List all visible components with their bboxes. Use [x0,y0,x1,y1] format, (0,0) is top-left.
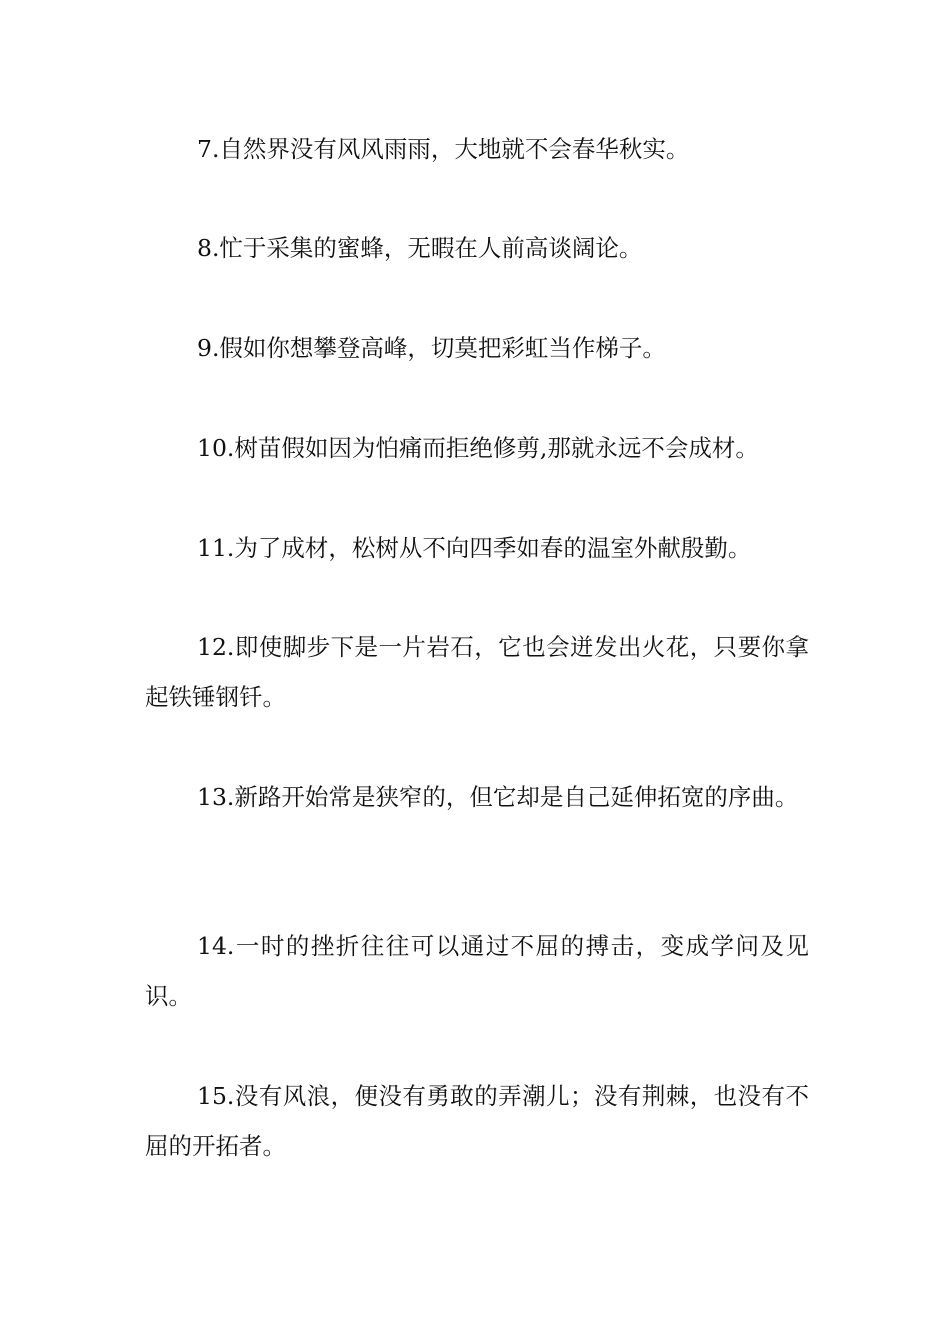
paragraph-15: 15.没有风浪，便没有勇敢的弄潮儿；没有荆棘，也没有不屈的开拓者。 [145,1082,809,1160]
paragraph-13: 13.新路开始常是狭窄的，但它却是自己延伸拓宽的序曲。 [197,783,799,811]
paragraph-9: 9.假如你想攀登高峰，切莫把彩虹当作梯子。 [197,334,666,362]
paragraph-12: 12.即使脚步下是一片岩石，它也会迸发出火花，只要你拿起铁锤钢钎。 [145,633,809,711]
paragraph-10: 10.树苗假如因为怕痛而拒绝修剪,那就永远不会成材。 [197,434,759,462]
paragraph-8: 8.忙于采集的蜜蜂，无暇在人前高谈阔论。 [197,234,643,262]
paragraph-11: 11.为了成材，松树从不向四季如春的温室外献殷勤。 [197,534,752,562]
paragraph-7: 7.自然界没有风风雨雨，大地就不会春华秋实。 [197,135,690,163]
paragraph-14: 14.一时的挫折往往可以通过不屈的搏击，变成学问及见识。 [145,932,809,1010]
